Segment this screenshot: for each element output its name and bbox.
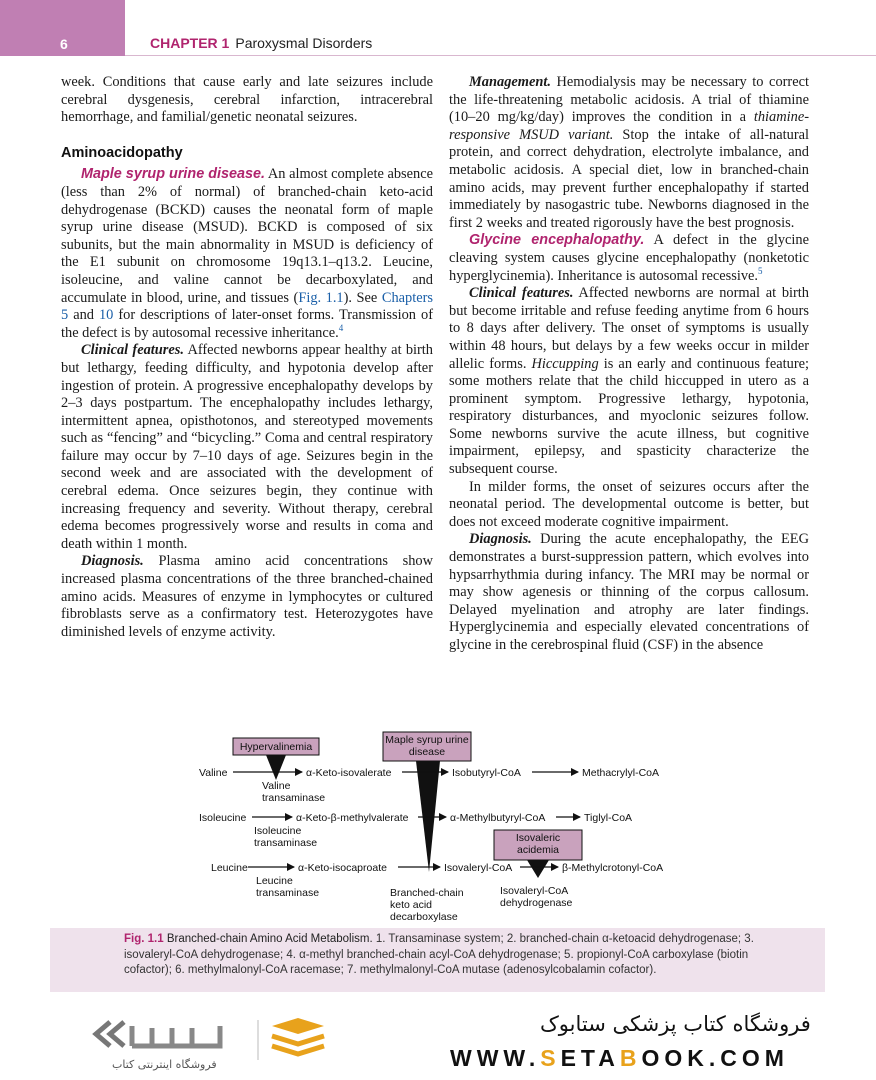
- figure-caption: [124, 932, 764, 979]
- paragraph-glycine: Glycine encephalopathy. A defect in the glycine cleaving system causes glycine encephalopathy (nonketotic hyperglycinemia). Inheritance is autosomal recessive.$^5$: [449, 232, 809, 284]
- figure-caption-text: 1. Transaminase system; 2. branched-chain α-ketoacid dehydrogenase; 3. isovaleryl-CoA dehydrogenase; 4. α-methyl branched-chain acyl-CoA dehydrogenase; 5. propionyl-CoA carboxylase (biotin cofactor); 6. methylmalonyl-CoA racemase; 7. methylmalonyl-CoA mutase (adenosylcobalamin cofactor).: [124, 933, 754, 977]
- reference-5[interactable]: 5: [758, 265, 763, 276]
- paragraph-clinical-features: Clinical features. Affected newborns appear healthy at birth but lethargy, feeding difficulty, and hypotonia develop after ingestion of protein. A progressive encephalopathy develops by 2–3 days postpartum. The encephalopathy includes lethargy, intermittent apnea, opisthotonos, and stereotyped movements such as “fencing” and “bicycling.” Coma and central respiratory failure may occur by 7–10 days of age. Seizures begin in the second week and are associated with the development of cerebral edema. Once seizures begin, they continue with increasing frequency and severity. Without therapy, cerebral edema becomes progressively worse and results in coma and death within 1 month.: [61, 342, 433, 552]
- valine-transaminase-2: transaminase: [262, 792, 326, 804]
- paragraph-milder-forms: In milder forms, the onset of seizures occurs after the neonatal period. The developmental outcome is better, but does not exceed moderate cognitive impairment.: [449, 478, 809, 530]
- methylcrotonyl-coa-node: β-Methylcrotonyl-CoA: [562, 862, 664, 874]
- paragraph-management: Management. Hemodialysis may be necessary to correct the life-threatening metabolic acidosis. A trial of thiamine (10–20 mg/kg/day) improves the condition in a thiamine-responsive MSUD variant. Stop the intake of all-natural protein, and correct dehydration, electrolyte imbalance, and metabolic acidosis. A special diet, low in branched-chain amino acids, may prevent further encephalopathy if started immediately by nasogastric tube. Newborns diagnosed in the first 2 weeks and treated rigorously have the best prognosis.: [449, 74, 810, 231]
- setabook-logo-icon: [90, 1016, 350, 1060]
- bcaa-metabolism-diagram: [0, 720, 876, 925]
- page-number: 6: [60, 36, 68, 52]
- paragraph-glycine-clinical: Clinical features. Affected newborns are normal at birth but become irritable and refuse feeding anytime from 6 hours to 8 days after delivery. The onset of symptoms is usually within 48 hours, but delays by a few weeks occur in milder allelic forms. Hiccupping is an early and continuous feature; some mothers relate that the child hiccupped in utero as a prominent symptom. Progressive lethargy, hypotonia, respiratory disturbances, and myoclonic seizures follow. Some newborns survive the acute illness, but cognitive impairment, epilepsy, and spasticity characterize the subsequent course.: [449, 285, 809, 478]
- iva-label-2: acidemia: [516, 844, 560, 856]
- valine-transaminase-1: Valine: [262, 780, 291, 792]
- running-header: [150, 35, 372, 51]
- iva-label-1: Isovaleric: [515, 832, 561, 844]
- leucine-transaminase-1: Leucine: [256, 875, 293, 887]
- hypervalinemia-label: Hypervalinemia: [239, 741, 313, 753]
- store-name: فروشگاه کتاب پزشکی ستابوک: [540, 1012, 811, 1036]
- bckd-label-3: decarboxylase: [390, 911, 458, 923]
- methacrylyl-coa-node: Methacrylyl-CoA: [582, 767, 660, 779]
- methylbutyryl-coa-node: α-Methylbutyryl-CoA: [450, 812, 546, 824]
- isoleucine-transaminase-2: transaminase: [254, 837, 318, 849]
- chapter-label: CHAPTER 1: [150, 35, 230, 51]
- store-url[interactable]: WWW.SETABOOK.COM: [450, 1045, 789, 1071]
- keto-methylvalerate-node: α-Keto-β-methylvalerate: [296, 812, 409, 824]
- leucine-node: Leucine: [211, 862, 248, 874]
- reference-4[interactable]: 4: [338, 322, 344, 333]
- ivd-label-1: Isovaleryl-CoA: [500, 885, 569, 897]
- keto-isovalerate-node: α-Keto-isovalerate: [306, 767, 392, 779]
- paragraph-intro: week. Conditions that cause early and late seizures include cerebral dysgenesis, cerebral infarction, intracerebral hemorrhage, and familial/genetic neonatal seizures.: [61, 74, 433, 126]
- ivd-label-2: dehydrogenase: [500, 897, 573, 909]
- header-divider: [125, 55, 876, 56]
- left-column: [61, 74, 433, 641]
- paragraph-diagnosis: Diagnosis. Plasma amino acid concentrations show increased plasma concentrations of the three branched-chained amino acids. Measures of enzyme in lymphocytes or cultured fibroblasts serve as a confirmatory test. Heterozygotes have diminished levels of enzyme activity.: [61, 553, 433, 640]
- figure-title: Branched-chain Amino Acid Metabolism.: [163, 933, 373, 945]
- bckd-label-2: keto acid: [390, 899, 433, 911]
- right-column: [449, 74, 809, 655]
- isovaleryl-coa-node: Isovaleryl-CoA: [444, 862, 513, 874]
- glycine-title: Glycine encephalopathy.: [469, 232, 645, 249]
- section-heading: Aminoacidopathy: [61, 144, 183, 161]
- tiglyl-coa-node: Tiglyl-CoA: [584, 812, 633, 824]
- msud-label-2: disease: [408, 746, 446, 758]
- paragraph-glycine-diagnosis: Diagnosis. During the acute encephalopathy, the EEG demonstrates a burst-suppression pattern, which evolves into hypsarrhythmia during infancy. The MRI may be normal or may show agenesis or thinning of the corpus callosum. Delayed myelination and atrophy are later findings. Hyperglycinemia and especially elevated concentrations of glycine in the cerebrospinal fluid (CSF) in the absence: [449, 531, 809, 653]
- msud-title: Maple syrup urine disease.: [81, 166, 266, 183]
- iva-block-wedge: [527, 860, 549, 878]
- figure-link[interactable]: Fig. 1.1: [298, 289, 344, 306]
- hypervalinemia-block-wedge: [266, 755, 286, 780]
- paragraph-msud: Maple syrup urine disease. An almost complete absence (less than 2% of normal) of branched-chain keto-acid dehydrogenase (BCKD) causes the neonatal form of maple syrup urine disease (MSUD). BCKD is composed of six subunits, but the main abnormality in MSUD is deficiency of the E1 subunit on chromosome 19q13.1–q13.2. Leucine, isoleucine, and valine cannot be decarboxylated, and accumulate in blood, urine, and tissues (Fig. 1.1). See Chapters 5 and 10 for descriptions of later-onset forms. Transmission of the defect is by autosomal recessive inheritance.$^4$: [61, 166, 434, 341]
- msud-label-1: Maple syrup urine: [385, 734, 469, 746]
- figure-label: Fig. 1.1: [124, 933, 164, 945]
- leucine-transaminase-2: transaminase: [256, 887, 320, 899]
- chapter-5-link[interactable]: Chapters 5: [61, 289, 433, 324]
- isoleucine-transaminase-1: Isoleucine: [254, 825, 302, 837]
- isobutyryl-coa-node: Isobutyryl-CoA: [452, 767, 521, 779]
- bckd-label-1: Branched-chain: [390, 887, 464, 899]
- chapter-title: Paroxysmal Disorders: [235, 35, 373, 51]
- logo-subtitle: فروشگاه اینترنتی کتاب: [112, 1058, 217, 1071]
- valine-node: Valine: [199, 767, 228, 779]
- isoleucine-node: Isoleucine: [199, 812, 247, 824]
- keto-isocaproate-node: α-Keto-isocaproate: [298, 862, 387, 874]
- chapter-10-link[interactable]: 10: [98, 307, 114, 324]
